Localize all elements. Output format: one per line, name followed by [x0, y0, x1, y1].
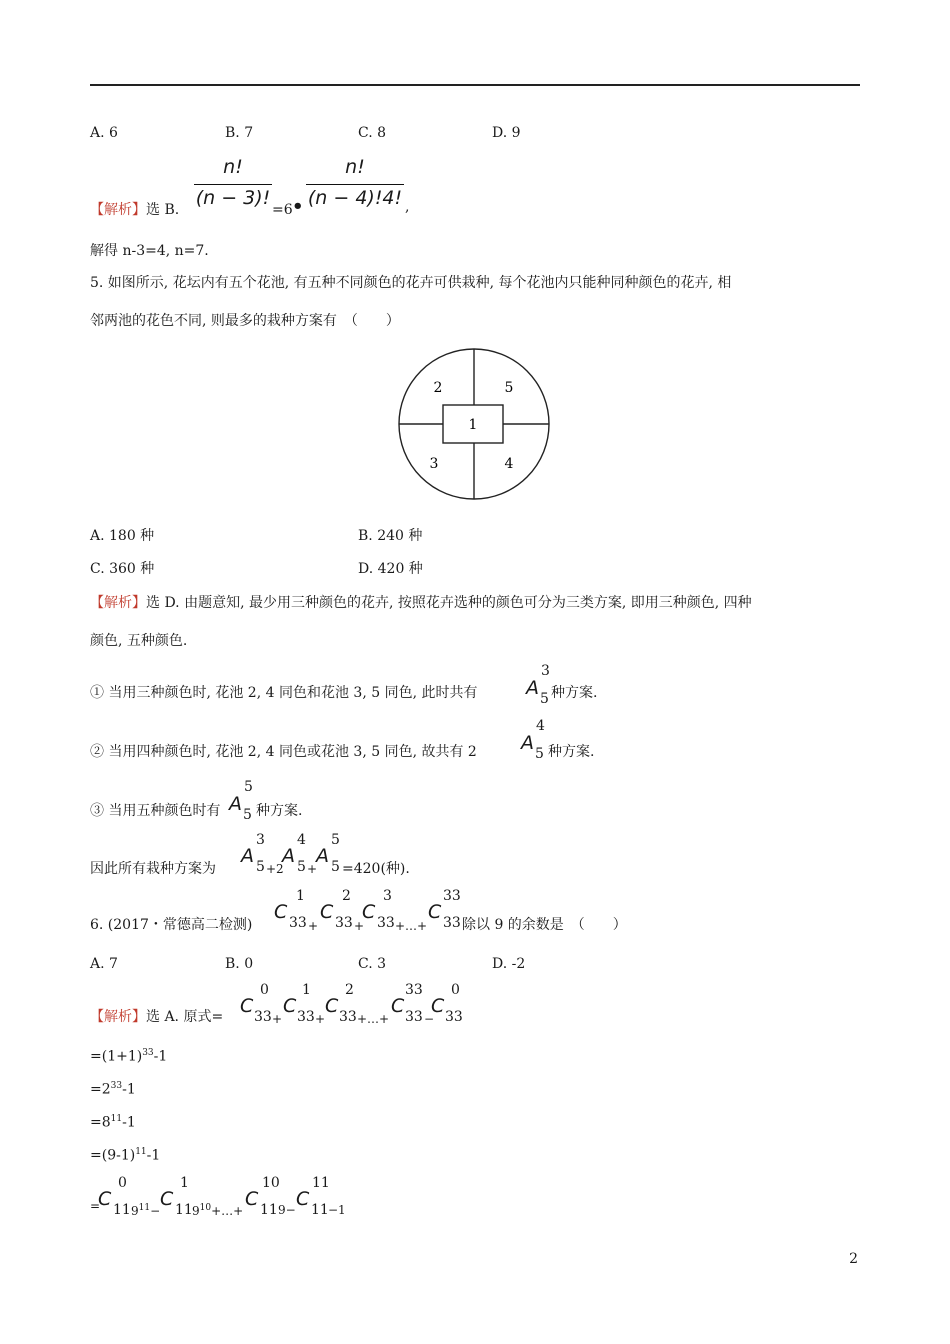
step1-base: =(1+1) [90, 1048, 143, 1065]
sup-11: 11 [312, 1175, 330, 1191]
plus: + [272, 1012, 283, 1026]
sub-11: 11 [113, 1202, 131, 1218]
step2-tail: -1 [122, 1081, 136, 1098]
step3-base: =8 [90, 1114, 111, 1131]
step4-exp: 11 [135, 1147, 147, 1157]
C-33-1-symbol: C [274, 901, 288, 923]
q4-option-b: B. 7 [225, 125, 254, 141]
plus: + [315, 1012, 326, 1026]
q6-solution-lead: 选 A. 原式= [146, 1009, 224, 1025]
sup-5: 5 [331, 832, 340, 848]
case2-text: ② 当用四种颜色时, 花池 2, 4 同色或花池 3, 5 同色, 故共有 2 [90, 744, 477, 760]
step1-exp: 33 [142, 1048, 154, 1058]
q4-option-d: D. 9 [492, 125, 521, 141]
minus-1: −1 [328, 1203, 346, 1217]
C-33-3-symbol: C [362, 901, 376, 923]
sub-33: 33 [445, 1009, 463, 1025]
sup-3: 3 [383, 888, 392, 904]
q6-solution [90, 1010, 223, 1024]
sup-10: 10 [262, 1175, 280, 1191]
sup-3: 3 [256, 832, 265, 848]
step4-tail: -1 [146, 1147, 161, 1164]
step1-tail: -1 [153, 1048, 168, 1065]
solution-tag: 【解析】 [90, 1009, 146, 1025]
sup-33: 33 [405, 982, 423, 998]
frac1-numerator: n! [223, 156, 243, 178]
q5-solution-text: 选 D. 由题意知, 最少用三种颜色的花卉, 按照花卉选种的颜色可分为三类方案, 即用三种颜色, 四种 [146, 595, 752, 611]
q5-case1 [90, 686, 477, 700]
sub-5: 5 [243, 807, 252, 823]
C-11-10-symbol: C [245, 1188, 259, 1210]
q4-result: 解得 n-3=4, n=7. [90, 243, 209, 259]
bed-label-5: 5 [504, 380, 514, 396]
sub-11: 11 [260, 1202, 278, 1218]
bed-label-3: 3 [429, 456, 439, 472]
q5-case3 [90, 804, 220, 818]
header-rule [90, 84, 860, 86]
sub-5: 5 [256, 859, 265, 875]
sup-1: 1 [180, 1175, 189, 1191]
sup-33: 33 [443, 888, 461, 904]
plus: + [354, 919, 365, 933]
step3-exp: 11 [110, 1114, 123, 1124]
q4-eq: =6 [272, 202, 293, 218]
q5-option-b: B. 240 种 [358, 528, 423, 544]
q6-option-b: B. 0 [225, 956, 254, 972]
q6-step4 [90, 1148, 160, 1163]
bed-label-2: 2 [433, 380, 443, 396]
plus: + [308, 919, 319, 933]
C-33-0-symbol: C [240, 995, 254, 1017]
ellipsis: +…+ [357, 1012, 390, 1026]
q6-option-c: C. 3 [358, 956, 387, 972]
sub-33: 33 [297, 1009, 315, 1025]
q4-solution [90, 203, 179, 217]
case1-text: ① 当用三种颜色时, 花池 2, 4 同色和花池 3, 5 同色, 此时共有 [90, 685, 478, 701]
plus-2: +2 [266, 862, 284, 876]
q5-option-c: C. 360 种 [90, 561, 155, 577]
q6-last-eq: = [90, 1199, 101, 1213]
sup-0: 0 [260, 982, 269, 998]
C-33-33-symbol: C [428, 901, 442, 923]
q5-total [90, 862, 216, 876]
sup-0: 0 [451, 982, 460, 998]
frac1-denominator: (n − 3)! [194, 184, 272, 209]
q6-step2 [90, 1082, 136, 1097]
C-33-2-symbol: C [320, 901, 334, 923]
solution-lead: 选 B. [146, 202, 180, 218]
q5-solution-line1 [90, 596, 752, 610]
q6-stem-tail: 除以 9 的余数是 （ ） [462, 917, 627, 933]
sub-5: 5 [540, 691, 549, 707]
C-33-0-symbol: C [431, 995, 445, 1017]
A-5-3-symbol: A [241, 845, 254, 867]
q4-option-c: C. 8 [358, 125, 387, 141]
C-11-11-symbol: C [296, 1188, 310, 1210]
C-33-2-symbol: C [325, 995, 339, 1017]
q4-option-a: A. 6 [90, 125, 118, 141]
case3-tail: 种方案. [256, 803, 303, 819]
sub-5: 5 [535, 746, 544, 762]
q5-case2 [90, 745, 477, 759]
total-text: 因此所有栽种方案为 [90, 861, 216, 877]
sub-5: 5 [331, 859, 340, 875]
frac2-denominator: (n − 4)!4! [306, 184, 404, 209]
sup-3: 3 [541, 663, 550, 679]
A-5-4-symbol: A [521, 732, 534, 754]
sub-33: 33 [335, 915, 353, 931]
solution-tag: 【解析】 [90, 202, 146, 218]
step3-tail: -1 [122, 1114, 136, 1131]
fraction-n-over-n-minus-3 [194, 156, 272, 209]
A-5-5-symbol: A [229, 793, 242, 815]
C-33-1-symbol: C [283, 995, 297, 1017]
sup-1: 1 [302, 982, 311, 998]
q5-stem-line1: 5. 如图所示, 花坛内有五个花池, 有五种不同颜色的花卉可供栽种, 每个花池内只能种同种颜色的花卉, 相 [90, 275, 732, 291]
A-5-3-symbol: A [526, 677, 539, 699]
frac2-numerator: n! [345, 156, 365, 178]
solution-tag: 【解析】 [90, 595, 146, 611]
term-9-10: $9^{10}+\dots+$ [192, 1203, 244, 1218]
sup-0: 0 [118, 1175, 127, 1191]
q6-stem-lead: 6. (2017・常德高二检测) [90, 917, 253, 933]
sup-2: 2 [342, 888, 351, 904]
term-9: 9− [278, 1203, 296, 1217]
q4-dot: • [292, 196, 304, 217]
bed-label-1: 1 [468, 417, 478, 433]
case2-tail: 种方案. [548, 744, 595, 760]
A-5-5-symbol: A [316, 845, 329, 867]
sub-11: 11 [175, 1202, 193, 1218]
q6-step3 [90, 1115, 136, 1130]
q5-solution-line2: 颜色, 五种颜色. [90, 633, 188, 649]
q5-option-d: D. 420 种 [358, 561, 423, 577]
sup-4: 4 [297, 832, 306, 848]
flower-bed-diagram [396, 346, 552, 502]
plus: + [307, 862, 318, 876]
C-11-0-symbol: C [98, 1188, 112, 1210]
q6-option-d: D. -2 [492, 956, 526, 972]
q4-comma: , [405, 199, 410, 215]
sup-1: 1 [296, 888, 305, 904]
total-tail: =420(种). [342, 861, 410, 877]
sup-5: 5 [244, 779, 253, 795]
bed-label-4: 4 [504, 456, 514, 472]
sub-33: 33 [443, 915, 461, 931]
ellipsis: +…+ [395, 919, 428, 933]
minus: − [424, 1012, 435, 1026]
sub-33: 33 [405, 1009, 423, 1025]
C-33-33-symbol: C [391, 995, 405, 1017]
A-5-4-symbol: A [282, 845, 295, 867]
sub-33: 33 [377, 915, 395, 931]
sup-2: 2 [345, 982, 354, 998]
fraction-n-over-n-minus-4-4 [306, 156, 404, 209]
sub-33: 33 [339, 1009, 357, 1025]
page-number: 2 [849, 1251, 858, 1267]
sub-33: 33 [289, 915, 307, 931]
step2-exp: 33 [110, 1081, 123, 1091]
step4-base: =(9-1) [90, 1147, 136, 1164]
sub-5: 5 [297, 859, 306, 875]
term-9-11: $9^{11}-$ [131, 1203, 161, 1218]
q5-stem-line2: 邻两池的花色不同, 则最多的栽种方案有 （ ） [90, 313, 400, 329]
q5-option-a: A. 180 种 [90, 528, 155, 544]
case3-text: ③ 当用五种颜色时有 [90, 803, 221, 819]
sub-11: 11 [311, 1202, 329, 1218]
step2-base: =2 [90, 1081, 111, 1098]
sub-33: 33 [254, 1009, 272, 1025]
C-11-1-symbol: C [160, 1188, 174, 1210]
case1-tail: 种方案. [551, 685, 598, 701]
q6-step1 [90, 1049, 167, 1064]
sup-4: 4 [536, 718, 545, 734]
q6-option-a: A. 7 [90, 956, 118, 972]
